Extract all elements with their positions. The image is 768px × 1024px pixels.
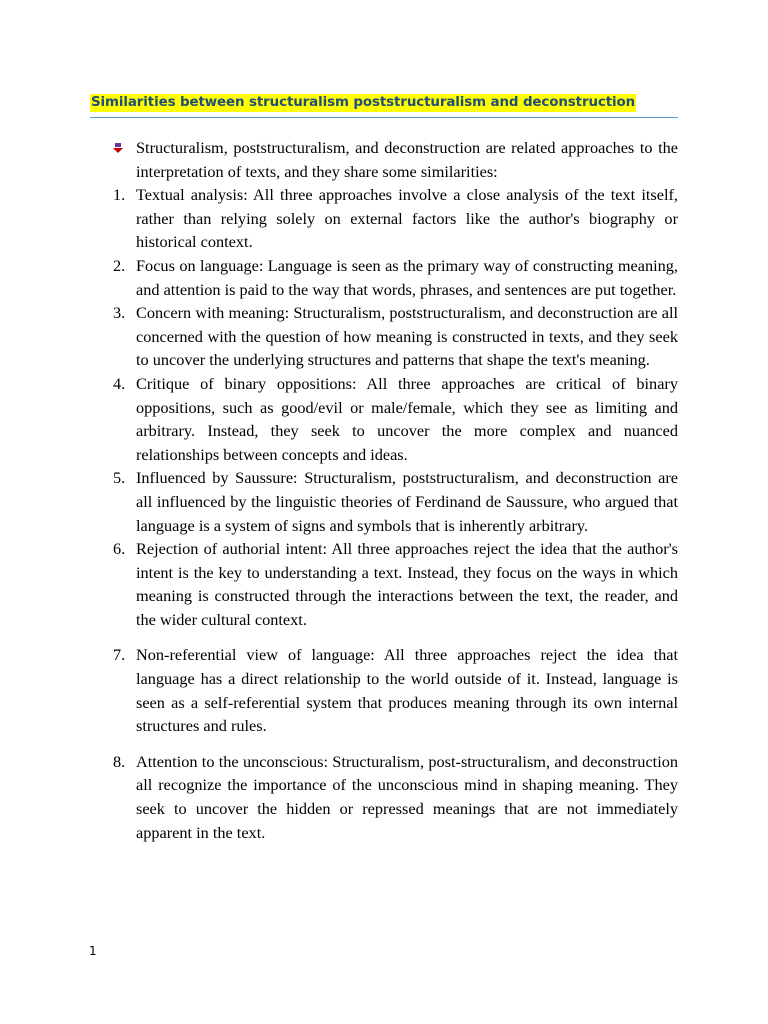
list-item <box>113 372 678 466</box>
list-item <box>113 537 678 631</box>
list-item-number: 7. <box>113 645 126 665</box>
arrow-bullet-icon <box>113 141 127 155</box>
list-item-text: Focus on language: Language is seen as the primary way of constructing meaning, and attention is paid to the way that words, phrases, and sentences are put together. <box>136 255 678 299</box>
list-item-number: 2. <box>113 255 126 275</box>
list-item-number: 5. <box>113 468 126 488</box>
document-body <box>113 136 678 844</box>
list-item-number: 4. <box>113 373 126 393</box>
heading-rule <box>90 93 678 118</box>
page-heading: Similarities between structuralism poststructuralism and deconstruction <box>91 95 636 110</box>
list-item <box>113 183 678 254</box>
list-item-number: 3. <box>113 303 126 323</box>
list-item-number: 1. <box>113 185 126 205</box>
list-item-text: Textual analysis: All three approaches involve a close analysis of the text itself, rather than relying solely on external factors like the author's biography or historical context. <box>136 185 678 252</box>
list-item <box>113 466 678 537</box>
list-item <box>113 750 678 844</box>
list-item-text: Concern with meaning: Structuralism, poststructuralism, and deconstruction are all concerned with the question of how meaning is constructed in texts, and they seek to uncover the underlying structures and patterns that shape the text's meaning. <box>136 303 678 370</box>
list-item-text: Rejection of authorial intent: All three approaches reject the idea that the author's intent is the key to understanding a text. Instead, they focus on the ways in which meaning is constructed through the interactions between the text, the reader, and the wider cultural context. <box>136 539 678 629</box>
page-number: 1 <box>89 944 97 958</box>
list-item-text: Critique of binary oppositions: All three approaches are critical of binary oppositions, such as good/evil or male/female, which they see as limiting and arbitrary. Instead, they seek to uncover the more complex and nuanced relationships between concepts and ideas. <box>136 373 678 464</box>
list-item-number: 8. <box>113 751 126 771</box>
intro-paragraph <box>113 136 678 183</box>
list-item <box>113 301 678 372</box>
list-item-text: Attention to the unconscious: Structuralism, post-structuralism, and deconstruction all recognize the importance of the unconscious mind in shaping meaning. They seek to uncover the hidden or repressed meanings that are not immediately apparent in the text. <box>136 751 678 842</box>
list-item <box>113 254 678 301</box>
list-item-text: Non-referential view of language: All three approaches reject the idea that language has a direct relationship to the world outside of it. Instead, language is seen as a self-referential system that produces meaning through its own internal structures and rules. <box>136 645 678 736</box>
intro-text: Structuralism, poststructuralism, and deconstruction are related approaches to the interpretation of texts, and they share some similarities: <box>136 138 678 181</box>
arrow-bullet-shaft <box>115 143 121 147</box>
list-item-text: Influenced by Saussure: Structuralism, poststructuralism, and deconstruction are all influenced by the linguistic theories of Ferdinand de Saussure, who argued that language is a system of signs and symbols that is inherently arbitrary. <box>136 468 678 535</box>
list-item <box>113 643 678 737</box>
list-item-number: 6. <box>113 539 126 559</box>
arrow-bullet-head <box>113 148 123 153</box>
